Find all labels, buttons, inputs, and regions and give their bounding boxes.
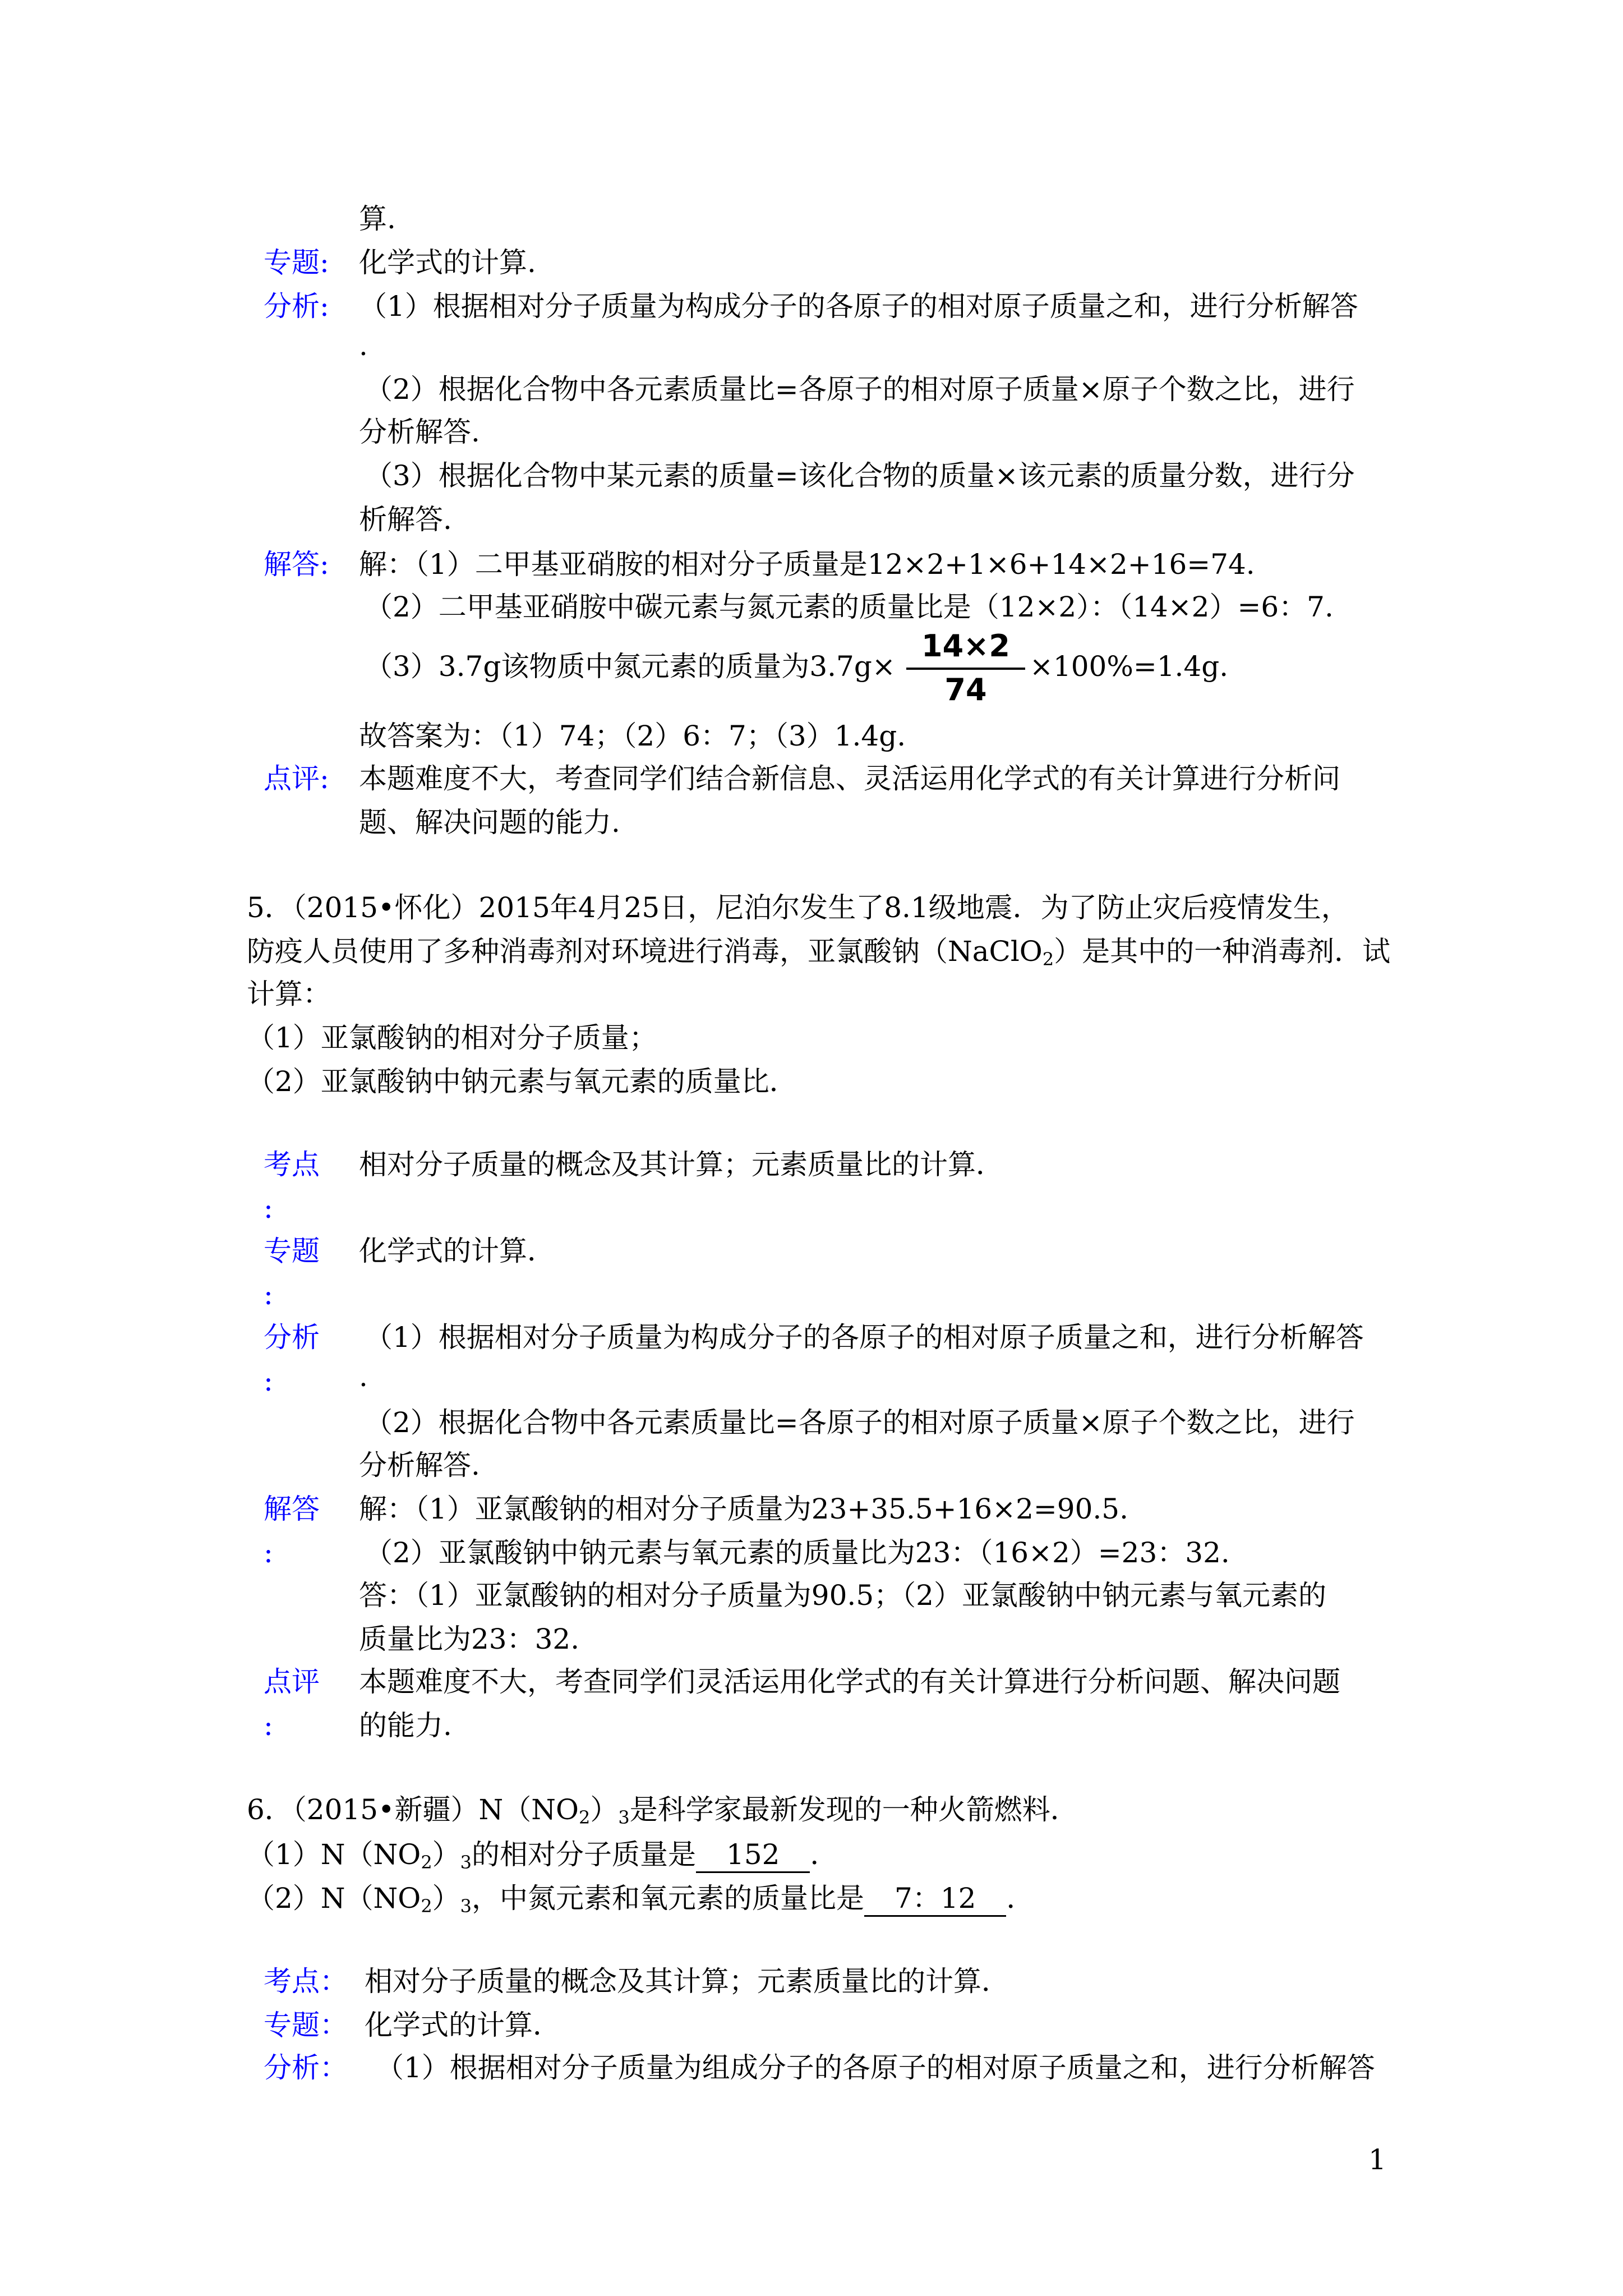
solution-line: 解：（1）亚氯酸钠的相对分子质量为23+35.5+16×2=90.5. bbox=[359, 1493, 1128, 1525]
fraction bbox=[904, 629, 1027, 708]
solution-line: （2）亚氯酸钠中钠元素与氧元素的质量比为23：（16×2）=23：32. bbox=[365, 1536, 1230, 1569]
label-point: 考点： bbox=[264, 1965, 348, 1998]
question-line: $(2)N(NO_2)_3$，中氮元素和氧元素的质量比是 7：12 ． bbox=[247, 1882, 1035, 1917]
solution-line: ×100%=1.4g. bbox=[1030, 650, 1229, 683]
label-comment: 点评 bbox=[264, 1665, 320, 1698]
analysis-line: （1）根据相对分子质量为构成分子的各原子的相对原子质量之和，进行分析解答 bbox=[365, 1321, 1364, 1354]
topic-text: 化学式的计算． bbox=[359, 1235, 555, 1267]
solution-line: （2）二甲基亚硝胺中碳元素与氮元素的质量比是（12×2）：（14×2）=6：7. bbox=[365, 591, 1334, 623]
comment-line: 本题难度不大，考查同学们结合新信息、灵活运用化学式的有关计算进行分析问 bbox=[359, 762, 1340, 795]
label-topic: 专题 bbox=[264, 1235, 320, 1267]
page-number: 1 bbox=[1368, 2143, 1386, 2176]
analysis-line: 分析解答. bbox=[359, 1449, 480, 1481]
label-colon: : bbox=[264, 1278, 273, 1311]
label-analysis: 分析 bbox=[264, 1321, 320, 1354]
solution-line: （3）3.7g该物质中氮元素的质量为3.7g× bbox=[365, 650, 896, 683]
question-line: （1）亚氯酸钠的相对分子质量； bbox=[247, 1022, 657, 1054]
question-line: （2）亚氯酸钠中钠元素与氧元素的质量比． bbox=[247, 1065, 797, 1098]
label-colon: : bbox=[264, 1709, 273, 1742]
topic-text: 化学式的计算. bbox=[359, 246, 536, 279]
analysis-line: （2）根据化合物中各元素质量比=各原子的相对原子质量×原子个数之比，进行 bbox=[365, 373, 1355, 406]
fraction-denominator: 74 bbox=[944, 672, 987, 707]
answer-blank: 152 bbox=[696, 1838, 810, 1873]
label-point: 考点 bbox=[264, 1148, 320, 1181]
analysis-line: （1）根据相对分子质量为组成分子的各原子的相对原子质量之和，进行分析解答 bbox=[376, 2051, 1375, 2084]
label-solution: 解答 bbox=[264, 1493, 320, 1525]
analysis-line: （3）根据化合物中某元素的质量=该化合物的质量×该元素的质量分数，进行分 bbox=[365, 459, 1355, 492]
question-line: 6．（2015•新疆）$N(NO_2)_3$是科学家最新发现的一种火箭燃料． bbox=[247, 1793, 1078, 1828]
answer-blank: 7：12 bbox=[864, 1881, 1006, 1917]
comment-line: 的能力. bbox=[359, 1709, 452, 1742]
analysis-line: （1）根据相对分子质量为构成分子的各原子的相对原子质量之和，进行分析解答 bbox=[359, 290, 1358, 323]
fraction-bar bbox=[906, 668, 1025, 670]
label-topic: 专题： bbox=[264, 2009, 348, 2041]
comment-line: 本题难度不大，考查同学们灵活运用化学式的有关计算进行分析问题、解决问题 bbox=[359, 1665, 1340, 1698]
final-answer: 故答案为：（1）74；（2）6：7；（3）1.4g. bbox=[359, 720, 906, 752]
question-line: $(1)N(NO_2)_3$的相对分子质量是 152 ． bbox=[247, 1838, 838, 1873]
analysis-line: . bbox=[359, 1360, 368, 1393]
solution-line: 答：（1）亚氯酸钠的相对分子质量为90.5；（2）亚氯酸钠中钠元素与氧元素的 bbox=[359, 1579, 1326, 1612]
question-line: 防疫人员使用了多种消毒剂对环境进行消毒，亚氯酸钠（NaClO$_2$）是其中的一种消毒剂．试 bbox=[247, 935, 1391, 970]
point-text: 相对分子质量的概念及其计算；元素质量比的计算． bbox=[365, 1965, 1009, 1998]
analysis-line: 分析解答. bbox=[359, 416, 480, 448]
label-analysis: 分析: bbox=[264, 290, 329, 323]
analysis-line: 析解答. bbox=[359, 503, 452, 536]
question-line: 5．（2015•怀化）2015年4月25日，尼泊尔发生了8.1级地震．为了防止灾后疫情发生， bbox=[247, 891, 1349, 924]
label-colon: : bbox=[264, 1536, 273, 1569]
comment-line: 题、解决问题的能力. bbox=[359, 806, 620, 839]
label-solution: 解答: bbox=[264, 548, 329, 581]
label-colon: : bbox=[264, 1365, 273, 1397]
label-topic: 专题: bbox=[264, 246, 329, 279]
analysis-line: . bbox=[359, 329, 368, 362]
solution-line: 解：（1）二甲基亚硝胺的相对分子质量是12×2+1×6+14×2+16=74. bbox=[359, 548, 1255, 581]
question-line: 计算： bbox=[247, 978, 331, 1010]
solution-line: 质量比为23：32. bbox=[359, 1623, 580, 1655]
analysis-line: （2）根据化合物中各元素质量比=各原子的相对原子质量×原子个数之比，进行 bbox=[365, 1406, 1355, 1439]
label-comment: 点评: bbox=[264, 762, 329, 795]
point-text: 相对分子质量的概念及其计算；元素质量比的计算． bbox=[359, 1148, 1004, 1181]
label-analysis: 分析： bbox=[264, 2051, 348, 2084]
label-colon: : bbox=[264, 1192, 273, 1225]
topic-text: 化学式的计算． bbox=[365, 2009, 561, 2041]
fraction-numerator: 14×2 bbox=[921, 628, 1010, 664]
body-line: 算. bbox=[359, 203, 396, 235]
